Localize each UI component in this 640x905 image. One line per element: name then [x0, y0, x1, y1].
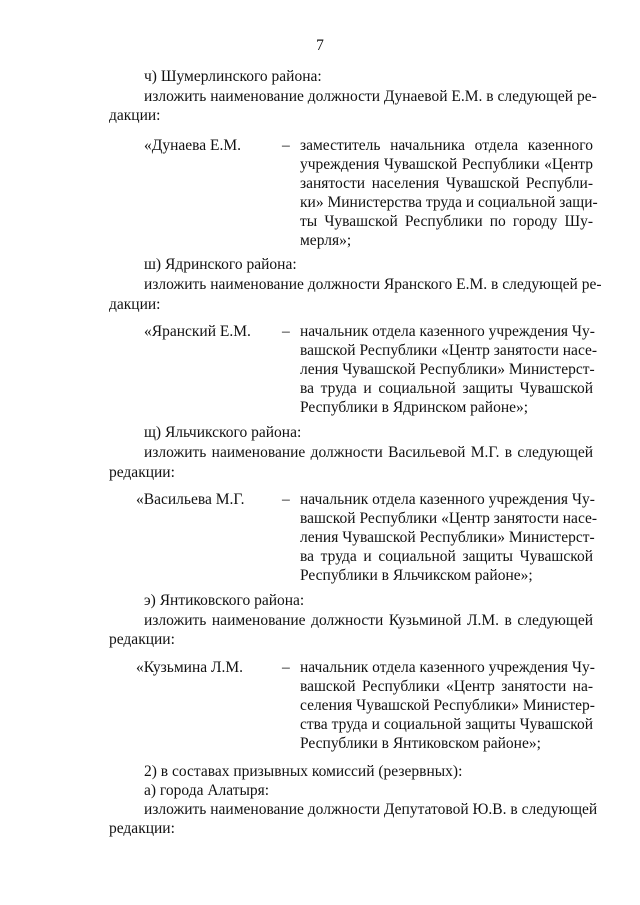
position-line: начальник отдела казенного учреждения Чу- — [300, 323, 595, 340]
position-line: ва труда и социальной защиты Чувашской — [300, 548, 593, 565]
position-line: Республики в Яльчикском районе»; — [300, 567, 533, 584]
position-line: занятости населения Чувашской Республи- — [300, 175, 593, 192]
person-name: «Яранский Е.М. — [144, 323, 251, 340]
position-line: начальник отдела казенного учреждения Чу- — [300, 491, 595, 508]
dash: – — [282, 659, 290, 676]
instruction-line: дакции: — [109, 296, 161, 313]
position-line: вашской Республики «Центр занятости насе- — [300, 510, 598, 527]
position-line: ты Чувашской Республики по городу Шу- — [300, 213, 593, 230]
position-line: Республики в Янтиковском районе»; — [300, 735, 541, 752]
instruction-line: редакции: — [109, 631, 175, 648]
position-line: ства труда и социальной защиты Чувашской — [300, 716, 593, 733]
instruction-line: дакции: — [109, 107, 161, 124]
instruction-line: изложить наименование должности Яранского Е.М. в следующей ре- — [144, 276, 602, 293]
person-name: «Кузьмина Л.М. — [136, 659, 244, 676]
section-heading: ш) Ядринского района: — [144, 256, 297, 273]
position-line: заместитель начальника отдела казенного — [300, 137, 593, 154]
person-name: «Дунаева Е.М. — [144, 137, 241, 154]
position-line: вашской Республики «Центр занятости насе- — [300, 342, 598, 359]
instruction-line: изложить наименование должности Васильевой М.Г. в следующей — [144, 444, 593, 461]
instruction-line: изложить наименование должности Кузьминой Л.М. в следующей — [144, 612, 593, 629]
section-heading: э) Янтиковского района: — [144, 592, 305, 609]
position-line: селения Чувашской Республики» Министер- — [300, 697, 595, 714]
dash: – — [282, 491, 290, 508]
position-line: ления Чувашской Республики» Министерст- — [300, 361, 595, 378]
position-line: ления Чувашской Республики» Министерст- — [300, 529, 595, 546]
position-line: учреждения Чувашской Республики «Центр — [300, 156, 593, 173]
dash: – — [282, 323, 290, 340]
dash: – — [282, 137, 290, 154]
section-heading: ч) Шумерлинского района: — [144, 68, 322, 85]
position-line: мерля»; — [300, 232, 352, 249]
person-name: «Васильева М.Г. — [136, 491, 245, 508]
position-line: вашской Республики «Центр занятости на- — [300, 678, 593, 695]
list-item-heading: 2) в составах призывных комиссий (резервных): — [144, 763, 463, 780]
instruction-line: редакции: — [109, 820, 175, 837]
position-line: ки» Министерства труда и социальной защи- — [300, 194, 598, 211]
section-heading: щ) Яльчикского района: — [144, 424, 302, 441]
position-line: ва труда и социальной защиты Чувашской — [300, 380, 593, 397]
position-line: начальник отдела казенного учреждения Чу- — [300, 659, 595, 676]
page-number: 7 — [316, 37, 324, 54]
instruction-line: редакции: — [109, 464, 175, 481]
instruction-line: изложить наименование должности Дунаевой Е.М. в следующей ре- — [144, 88, 597, 105]
section-heading: а) города Алатыря: — [144, 782, 270, 799]
instruction-line: изложить наименование должности Депутатовой Ю.В. в следующей — [144, 801, 598, 818]
position-line: Республики в Ядринском районе»; — [300, 399, 529, 416]
